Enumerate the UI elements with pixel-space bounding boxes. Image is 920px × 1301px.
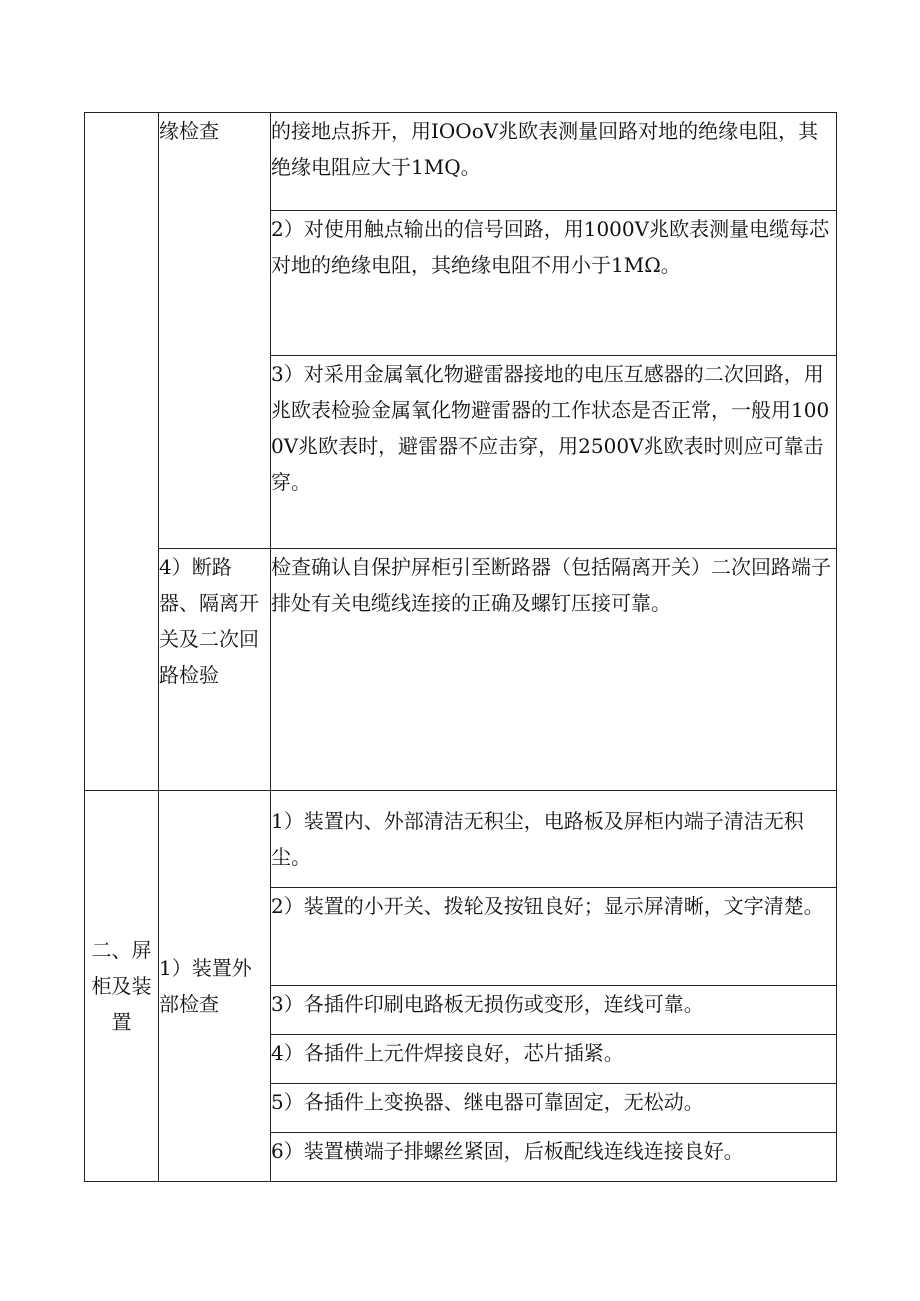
sub-item-label: 1）装置外部检查 [159, 956, 252, 1016]
category-cell-continued [85, 113, 159, 791]
content-text: 2）装置的小开关、拨轮及按钮良好；显示屏清晰，文字清楚。 [271, 894, 824, 918]
content-cell [271, 1084, 837, 1133]
category-cell [85, 791, 159, 1182]
content-cell [271, 791, 837, 888]
content-text: 6）装置横端子排螺丝紧固，后板配线连线连接良好。 [271, 1139, 744, 1163]
content-text: 2）对使用触点输出的信号回路，用1000V兆欧表测量电缆每芯对地的绝缘电阻，其绝缘电阻不用小于1MΩ。 [271, 217, 830, 277]
table-row [85, 113, 837, 211]
content-text: 检查确认自保护屏柜引至断路器（包括隔离开关）二次回路端子排处有关电缆线连接的正确及螺钉压接可靠。 [271, 555, 831, 615]
sub-item-cell [159, 791, 271, 1182]
sub-item-label: 缘检查 [159, 119, 219, 143]
content-text: 1）装置内、外部清洁无积尘，电路板及屏柜内端子清洁无积尘。 [271, 809, 804, 869]
content-cell [271, 986, 837, 1035]
table-row [85, 549, 837, 791]
content-cell [271, 113, 837, 211]
content-cell [271, 1133, 837, 1182]
sub-item-cell [159, 549, 271, 791]
inspection-table [84, 112, 837, 1182]
content-text: 3）对采用金属氧化物避雷器接地的电压互感器的二次回路，用兆欧表检验金属氧化物避雷器的工作状态是否正常，一般用1000V兆欧表时，避雷器不应击穿，用2500V兆欧表时则应可靠击穿。 [271, 362, 830, 494]
content-cell [271, 356, 837, 549]
content-text: 的接地点拆开，用IOOoV兆欧表测量回路对地的绝缘电阻，其绝缘电阻应大于1MQ。 [271, 119, 819, 179]
content-text: 3）各插件印刷电路板无损伤或变形，连线可靠。 [271, 992, 704, 1016]
sub-item-cell [159, 113, 271, 549]
sub-item-label: 4）断路器、隔离开关及二次回路检验 [159, 555, 259, 687]
content-text: 4）各插件上元件焊接良好，芯片插紧。 [271, 1041, 624, 1065]
content-cell [271, 1035, 837, 1084]
content-cell [271, 888, 837, 986]
content-text: 5）各插件上变换器、继电器可靠固定，无松动。 [271, 1090, 704, 1114]
content-cell [271, 211, 837, 356]
content-cell [271, 549, 837, 791]
table-row [85, 791, 837, 888]
category-label: 二、屏柜及装置 [91, 938, 152, 1034]
